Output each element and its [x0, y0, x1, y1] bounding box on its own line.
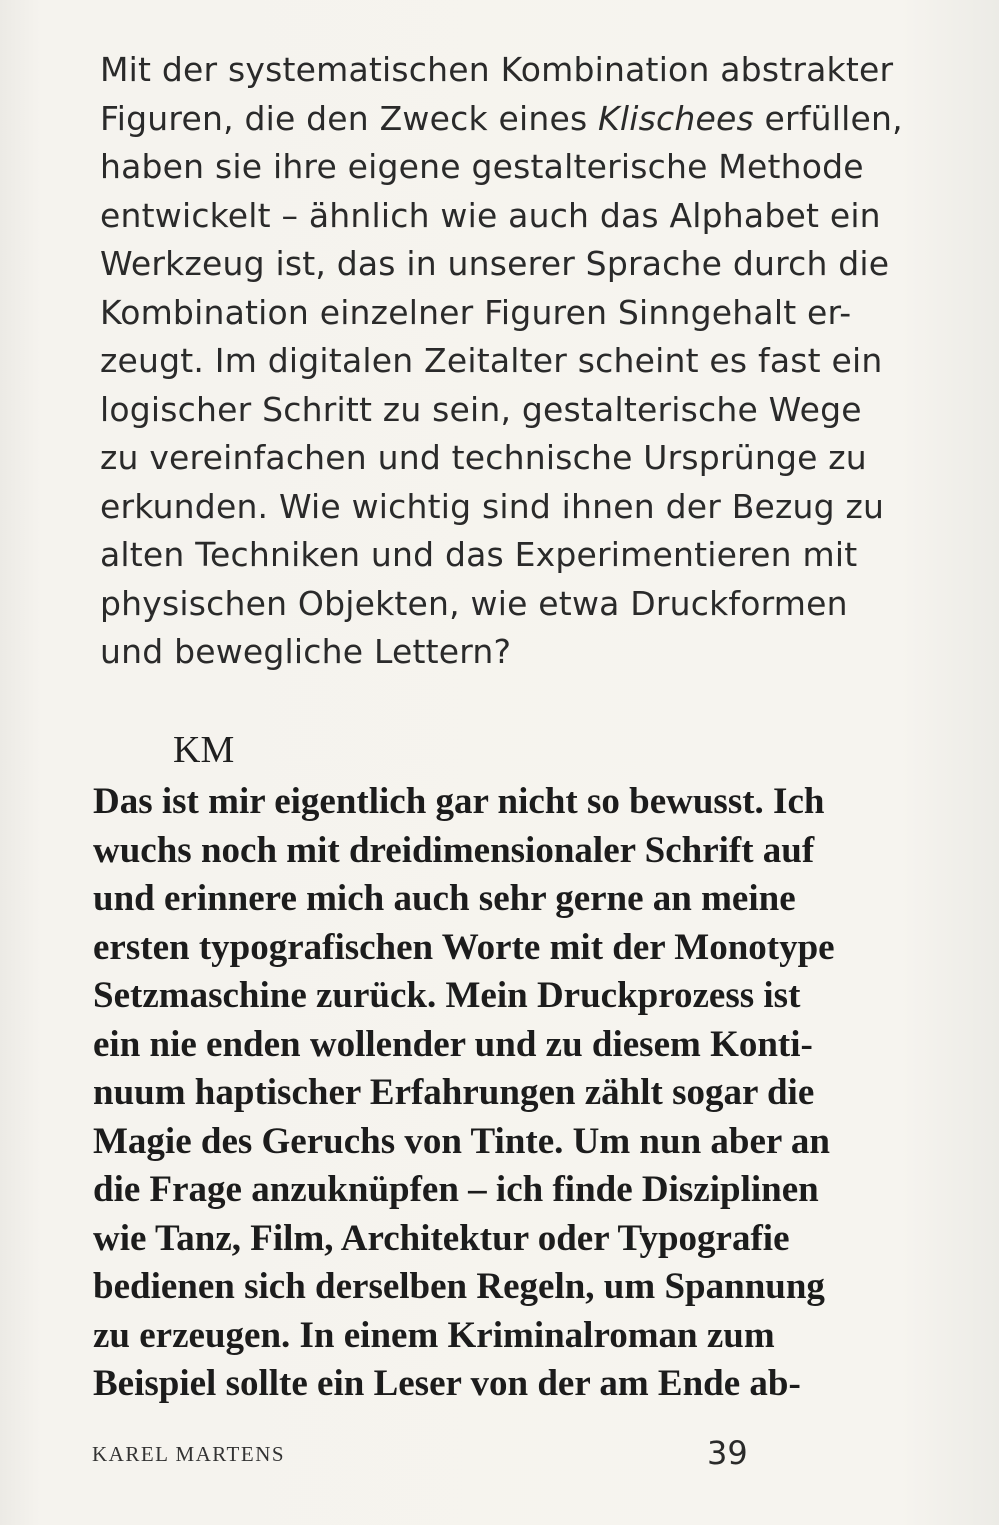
question-line: entwickelt – ähnlich wie auch das Alphabet ein [100, 195, 881, 235]
question-line: zeugt. Im digitalen Zeitalter scheint es fast ein [100, 341, 883, 380]
answer-line: Setzmaschine zurück. Mein Druckprozess ist [93, 975, 801, 1016]
interview-question [100, 46, 950, 677]
answer-line: wie Tanz, Film, Architektur oder Typografie [93, 1217, 790, 1259]
question-line: Werkzeug ist, das in unserer Sprache durch die [100, 244, 890, 283]
interview-answer [93, 778, 953, 1409]
question-line: alten Techniken und das Experimentieren mit [100, 535, 858, 574]
question-line: Mit der systematischen Kombination abstrakter [100, 50, 894, 89]
answer-line: wuchs noch mit dreidimensionaler Schrift auf [93, 829, 815, 871]
question-line: haben sie ihre eigene gestalterische Methode [100, 147, 864, 186]
page-number: 39 [707, 1434, 748, 1472]
answer-line: bedienen sich derselben Regeln, um Spannung [93, 1266, 825, 1307]
question-line: zu vereinfachen und technische Ursprünge zu [100, 438, 867, 477]
question-line-part: Figuren, die den Zweck eines [100, 98, 599, 138]
speaker-initials: KM [173, 729, 235, 771]
answer-line: nuum haptischer Erfahrungen zählt sogar die [93, 1072, 815, 1113]
answer-line: Das ist mir eigentlich gar nicht so bewusst. Ich [93, 781, 825, 822]
answer-line: Beispiel sollte ein Leser von der am Ende ab- [93, 1363, 801, 1404]
answer-line: Magie des Geruchs von Tinte. Um nun aber an [93, 1120, 831, 1162]
answer-line: und erinnere mich auch sehr gerne an meine [93, 878, 796, 919]
italic-term: Klischees [598, 98, 754, 138]
answer-line: ersten typografischen Worte mit der Monotype [93, 926, 835, 968]
question-line [100, 95, 950, 144]
question-line: erkunden. Wie wichtig sind ihnen der Bezug zu [100, 486, 885, 526]
answer-line: zu erzeugen. In einem Kriminalroman zum [93, 1314, 775, 1356]
answer-line: die Frage anzuknüpfen – ich finde Disziplinen [93, 1169, 819, 1210]
question-line-part: erfüllen, [753, 98, 903, 138]
question-line: physischen Objekten, wie etwa Druckformen [100, 583, 848, 623]
running-footer-author: KAREL MARTENS [92, 1442, 286, 1466]
question-line: Kombination einzelner Figuren Sinngehalt er- [100, 292, 852, 332]
answer-line: ein nie enden wollender und zu diesem Konti- [93, 1023, 813, 1065]
question-line: logischer Schritt zu sein, gestalterische Wege [100, 389, 862, 429]
question-line: und bewegliche Lettern? [100, 632, 512, 671]
